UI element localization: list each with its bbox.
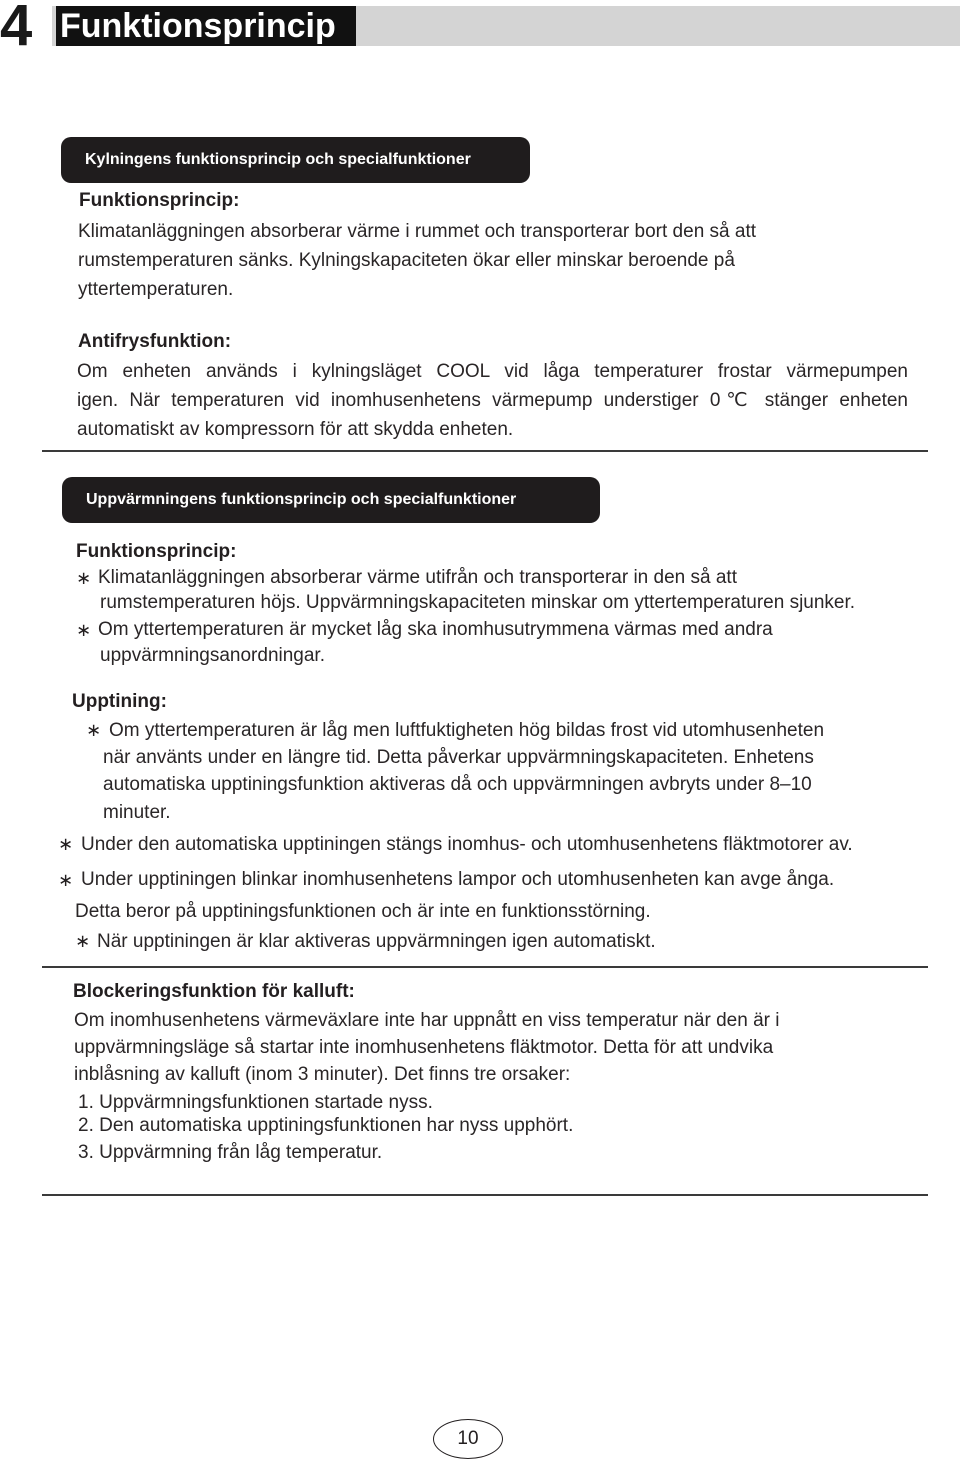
cooling-principle-line-2: rumstemperaturen sänks. Kylningskapaciteten ökar eller minskar beroende på: [78, 250, 735, 271]
cold-air-line-3: inblåsning av kalluft (inom 3 minuter). Det finns tre orsaker:: [74, 1064, 571, 1085]
defrost-note-2: Under upptiningen blinkar inomhusenhetens lampor och utomhusenheten kan avge ånga.: [81, 869, 835, 890]
antifreeze-line-3: automatiskt av kompressorn för att skydda enheten.: [77, 419, 514, 440]
cooling-principle-line-1: Klimatanläggningen absorberar värme i rummet och transporterar bort den så att: [78, 221, 757, 242]
defrost-line-2: när använts under en längre tid. Detta påverkar uppvärmningskapaciteten. Enhetens: [103, 747, 814, 768]
heating-bullet-2-line-2: uppvärmningsanordningar.: [100, 645, 325, 666]
heating-bullet-1-line-1: Klimatanläggningen absorberar värme utifrån och transporterar in den så att: [98, 567, 737, 588]
cold-air-reason-1: 1. Uppvärmningsfunktionen startade nyss.: [78, 1092, 433, 1113]
section-divider-3: [42, 1194, 928, 1196]
heating-bullet-1-line-2: rumstemperaturen höjs. Uppvärmningskapaciteten minskar om yttertemperaturen sjunker.: [100, 592, 856, 613]
defrost-line-4: minuter.: [103, 802, 171, 823]
cooling-principle-line-3: yttertemperaturen.: [78, 279, 234, 300]
section-divider-1: [42, 450, 928, 452]
bullet-icon: ∗: [58, 870, 74, 890]
bullet-icon: ∗: [76, 568, 92, 588]
cold-air-line-2: uppvärmningsläge så startar inte inomhusenhetens fläktmotor. Detta för att undvika: [74, 1037, 774, 1058]
cold-air-line-1: Om inomhusenhetens värmeväxlare inte har uppnått en viss temperatur när den är i: [74, 1010, 780, 1031]
antifreeze-line-2: igen. När temperaturen vid inomhusenhetens värmepump understiger 0℃ stänger enheten: [77, 390, 908, 411]
defrost-line-1: Om yttertemperaturen är låg men luftfuktigheten hög bildas frost vid utomhusenheten: [109, 720, 825, 741]
cooling-principle-heading: Funktionsprincip:: [79, 190, 240, 211]
defrost-heading: Upptining:: [72, 691, 167, 712]
cooling-section-label: Kylningens funktionsprincip och specialfunktioner: [61, 137, 530, 183]
heating-bullet-2-line-1: Om yttertemperaturen är mycket låg ska inomhusutrymmena värmas med andra: [98, 619, 773, 640]
bullet-icon: ∗: [58, 834, 74, 854]
page-title: Funktionsprincip: [56, 6, 356, 46]
cold-air-reason-3: 3. Uppvärmning från låg temperatur.: [78, 1142, 383, 1163]
cold-air-reason-2: 2. Den automatiska upptiningsfunktionen har nyss upphört.: [78, 1115, 574, 1136]
defrost-note-2-cont: Detta beror på upptiningsfunktionen och är inte en funktionsstörning.: [75, 901, 651, 922]
antifreeze-line-1: Om enheten används i kylningsläget COOL vid låga temperaturer frostar värmepumpen: [77, 361, 908, 382]
section-divider-2: [42, 966, 928, 968]
bullet-icon: ∗: [75, 931, 91, 951]
bullet-icon: ∗: [86, 720, 102, 740]
page-number: 10: [433, 1419, 503, 1459]
antifreeze-heading: Antifrysfunktion:: [78, 331, 232, 352]
chapter-number: 4: [0, 0, 31, 58]
defrost-line-3: automatiska upptiningsfunktion aktiveras då och uppvärmningen avbryts under 8–10: [103, 774, 812, 795]
heating-section-label: Uppvärmningens funktionsprincip och specialfunktioner: [62, 477, 600, 523]
bullet-icon: ∗: [76, 620, 92, 640]
heating-principle-heading: Funktionsprincip:: [76, 541, 237, 562]
defrost-note-3: När upptiningen är klar aktiveras uppvärmningen igen automatiskt.: [97, 931, 656, 952]
cold-air-heading: Blockeringsfunktion för kalluft:: [73, 981, 355, 1002]
defrost-note-1: Under den automatiska upptiningen stängs inomhus- och utomhusenhetens fläktmotorer av.: [81, 834, 853, 855]
